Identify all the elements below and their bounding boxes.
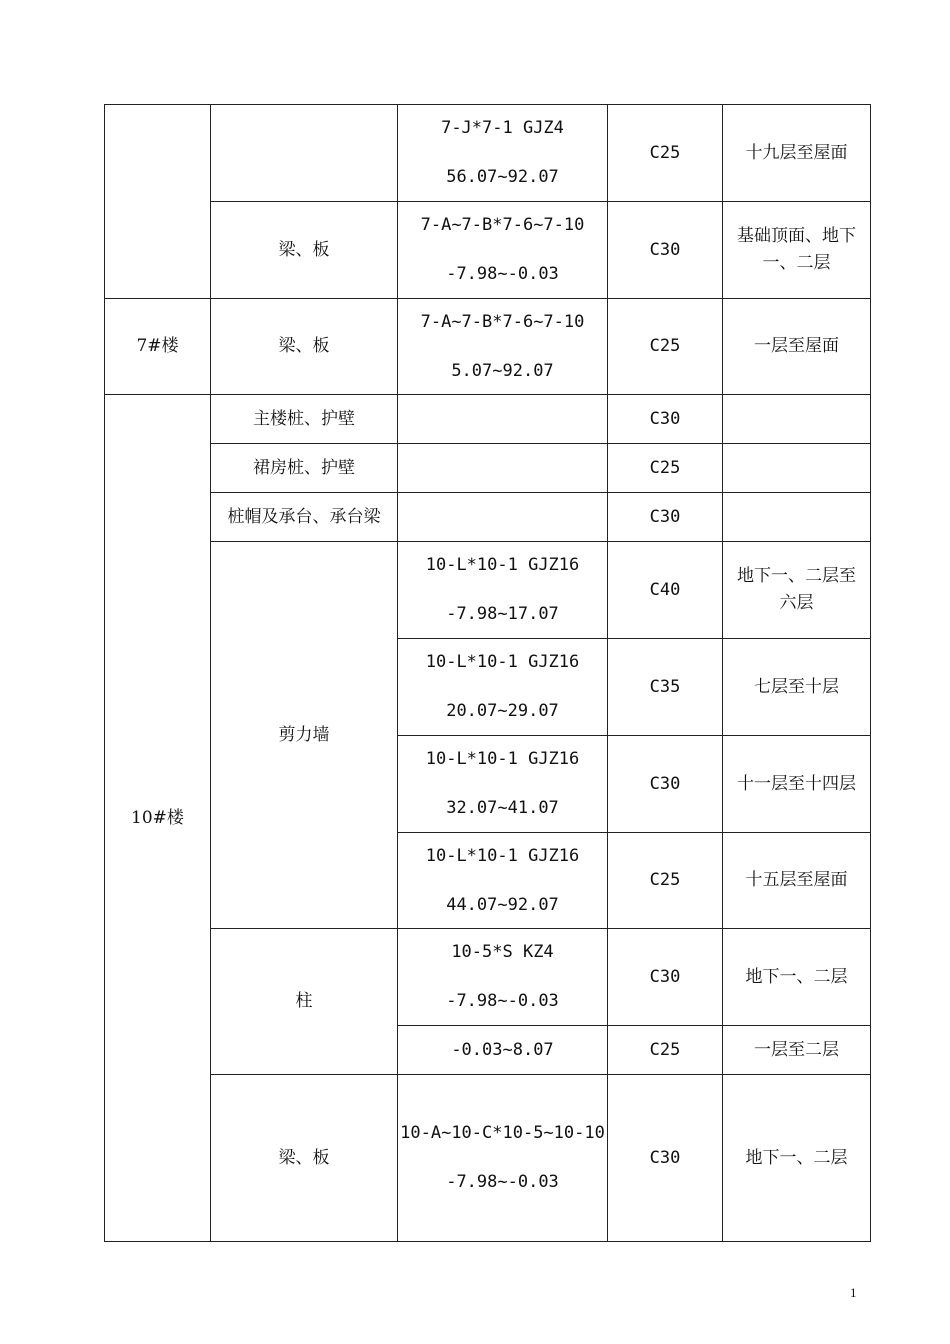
location-cell	[398, 444, 608, 493]
table-row	[105, 299, 871, 395]
concrete-grade-table	[104, 104, 871, 1242]
floor-cell: 一层至二层	[723, 1026, 871, 1075]
floor-cell: 十五层至屋面	[723, 833, 871, 929]
part-cell: 裙房桩、护壁	[211, 444, 398, 493]
floor-cell: 地下一、二层	[723, 1075, 871, 1242]
grade-cell: C30	[608, 395, 723, 444]
floor-cell	[723, 444, 871, 493]
table-row	[105, 1075, 871, 1242]
grade-cell: C30	[608, 736, 723, 833]
grade-cell: C25	[608, 833, 723, 929]
part-cell: 桩帽及承台、承台梁	[211, 493, 398, 542]
floor-cell: 十一层至十四层	[723, 736, 871, 833]
floor-cell	[723, 493, 871, 542]
floor-cell: 地下一、二层	[723, 929, 871, 1026]
grade-cell: C30	[608, 1075, 723, 1242]
page-number: 1	[850, 1285, 857, 1300]
table-row	[105, 542, 871, 639]
part-cell: 梁、板	[211, 202, 398, 299]
table-row	[105, 493, 871, 542]
table-row	[105, 929, 871, 1026]
grade-cell: C25	[608, 444, 723, 493]
floor-cell: 七层至十层	[723, 639, 871, 736]
floor-cell: 十九层至屋面	[723, 105, 871, 202]
location-cell: 7-A~7-B*7-6~7-10 -7.98~-0.03	[398, 202, 608, 299]
grade-cell: C40	[608, 542, 723, 639]
part-cell: 梁、板	[211, 1075, 398, 1242]
location-cell	[398, 493, 608, 542]
location-cell: 10-L*10-1 GJZ16 20.07~29.07	[398, 639, 608, 736]
table-row	[105, 444, 871, 493]
floor-cell	[723, 395, 871, 444]
grade-cell: C25	[608, 299, 723, 395]
location-cell: 10-A~10-C*10-5~10-10 -7.98~-0.03	[398, 1075, 608, 1242]
table-row	[105, 105, 871, 202]
floor-cell: 基础顶面、地下一、二层	[723, 202, 871, 299]
floor-cell: 一层至屋面	[723, 299, 871, 395]
grade-cell: C25	[608, 105, 723, 202]
grade-cell: C35	[608, 639, 723, 736]
building-cell-continued	[105, 105, 211, 299]
location-cell: 10-L*10-1 GJZ16 32.07~41.07	[398, 736, 608, 833]
location-cell: 7-A~7-B*7-6~7-10 5.07~92.07	[398, 299, 608, 395]
part-cell: 柱	[211, 929, 398, 1075]
location-cell: 10-5*S KZ4 -7.98~-0.03	[398, 929, 608, 1026]
location-cell: 7-J*7-1 GJZ4 56.07~92.07	[398, 105, 608, 202]
table-row	[105, 395, 871, 444]
grade-cell: C25	[608, 1026, 723, 1075]
part-cell: 剪力墙	[211, 542, 398, 929]
location-cell: -0.03~8.07	[398, 1026, 608, 1075]
location-cell: 10-L*10-1 GJZ16 44.07~92.07	[398, 833, 608, 929]
part-cell: 梁、板	[211, 299, 398, 395]
building-cell: 7#楼	[105, 299, 211, 395]
part-cell	[211, 105, 398, 202]
table-row	[105, 202, 871, 299]
location-cell: 10-L*10-1 GJZ16 -7.98~17.07	[398, 542, 608, 639]
grade-cell: C30	[608, 493, 723, 542]
part-cell: 主楼桩、护壁	[211, 395, 398, 444]
grade-cell: C30	[608, 929, 723, 1026]
location-cell	[398, 395, 608, 444]
grade-cell: C30	[608, 202, 723, 299]
floor-cell: 地下一、二层至六层	[723, 542, 871, 639]
building-cell: 10#楼	[105, 395, 211, 1242]
